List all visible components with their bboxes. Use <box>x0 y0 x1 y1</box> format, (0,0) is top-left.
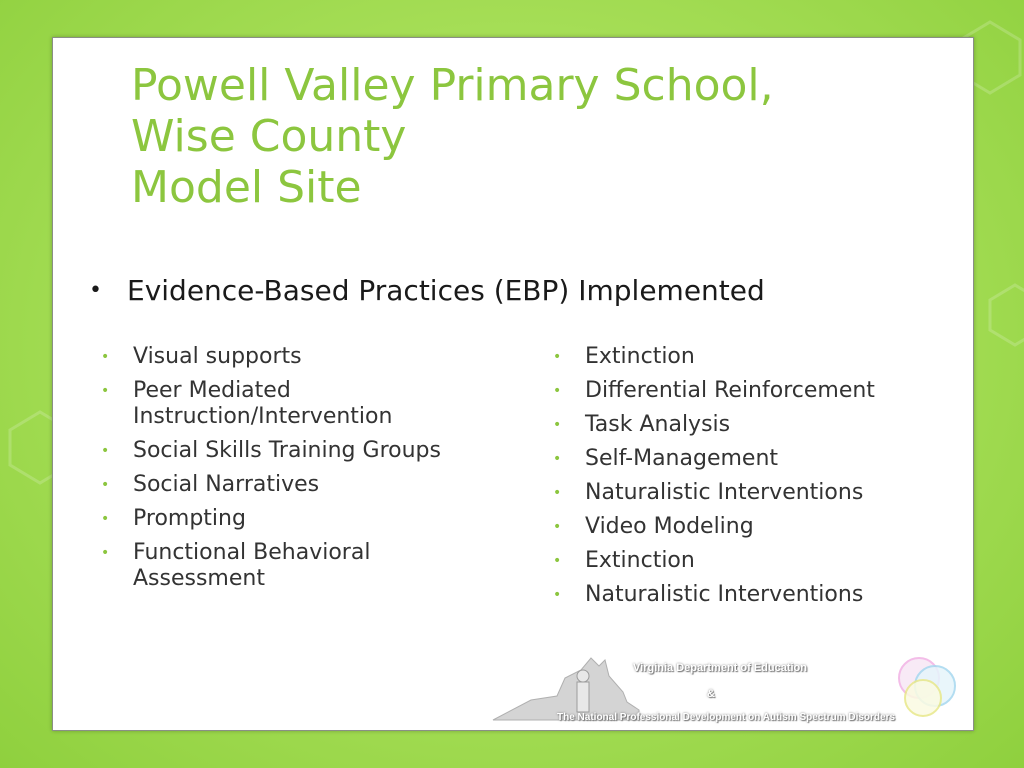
list-item <box>101 438 501 464</box>
title-line-2: Wise County <box>131 111 407 162</box>
ebp-list-left <box>101 344 501 600</box>
list-item-text: Naturalistic Interventions <box>585 582 864 607</box>
list-item-text: Video Modeling <box>585 514 754 539</box>
bullet-icon: • <box>553 417 562 433</box>
list-item-text: Prompting <box>133 506 246 531</box>
bullet-icon: • <box>553 383 562 399</box>
bullet-icon: • <box>553 451 562 467</box>
list-item <box>553 480 963 506</box>
bullet-icon: • <box>101 383 110 399</box>
ebp-list-right <box>553 344 963 616</box>
lead-bullet-text: Evidence-Based Practices (EBP) Implemented <box>127 274 765 307</box>
title-line-3: Model Site <box>131 162 362 213</box>
slide-panel <box>52 37 974 731</box>
list-item <box>101 540 501 592</box>
bullet-icon: • <box>553 349 562 365</box>
bullet-icon: • <box>553 587 562 603</box>
bullet-icon: • <box>101 443 110 459</box>
lead-bullet-item <box>89 274 765 307</box>
list-item <box>553 378 963 404</box>
list-item-text: Self-Management <box>585 446 779 471</box>
bullet-icon: • <box>553 519 562 535</box>
bullet-icon: • <box>101 349 110 365</box>
bullet-icon: • <box>553 553 562 569</box>
npdc-circles-logo <box>891 650 963 722</box>
logo-footer <box>491 650 971 730</box>
list-item-text: Peer Mediated Instruction/Intervention <box>133 378 393 429</box>
list-item-text: Visual supports <box>133 344 302 369</box>
logo-text-npdc: The National Professional Development on Autism Spectrum Disorders <box>557 712 896 723</box>
bullet-icon: • <box>553 485 562 501</box>
title-line-1: Powell Valley Primary School, <box>131 60 774 111</box>
logo-text-ampersand: & <box>707 688 715 700</box>
list-item-text: Extinction <box>585 548 695 573</box>
bullet-icon: • <box>101 477 110 493</box>
bullet-icon: • <box>101 545 110 561</box>
list-item <box>553 548 963 574</box>
list-item <box>101 344 501 370</box>
slide-title <box>131 60 774 213</box>
list-item-text: Naturalistic Interventions <box>585 480 864 505</box>
bullet-icon: • <box>89 278 102 303</box>
list-item <box>101 506 501 532</box>
list-item-text: Social Skills Training Groups <box>133 438 441 463</box>
list-item-text: Social Narratives <box>133 472 320 497</box>
list-item <box>553 582 963 608</box>
list-item <box>553 446 963 472</box>
list-item-text: Functional Behavioral Assessment <box>133 540 371 591</box>
list-item <box>553 514 963 540</box>
list-item-text: Extinction <box>585 344 695 369</box>
list-item-text: Differential Reinforcement <box>585 378 875 403</box>
list-item-text: Task Analysis <box>585 412 731 437</box>
list-item <box>553 412 963 438</box>
list-item <box>101 472 501 498</box>
logo-text-vdoe: Virginia Department of Education <box>633 662 807 674</box>
list-item <box>553 344 963 370</box>
list-item <box>101 378 501 430</box>
bullet-icon: • <box>101 511 110 527</box>
